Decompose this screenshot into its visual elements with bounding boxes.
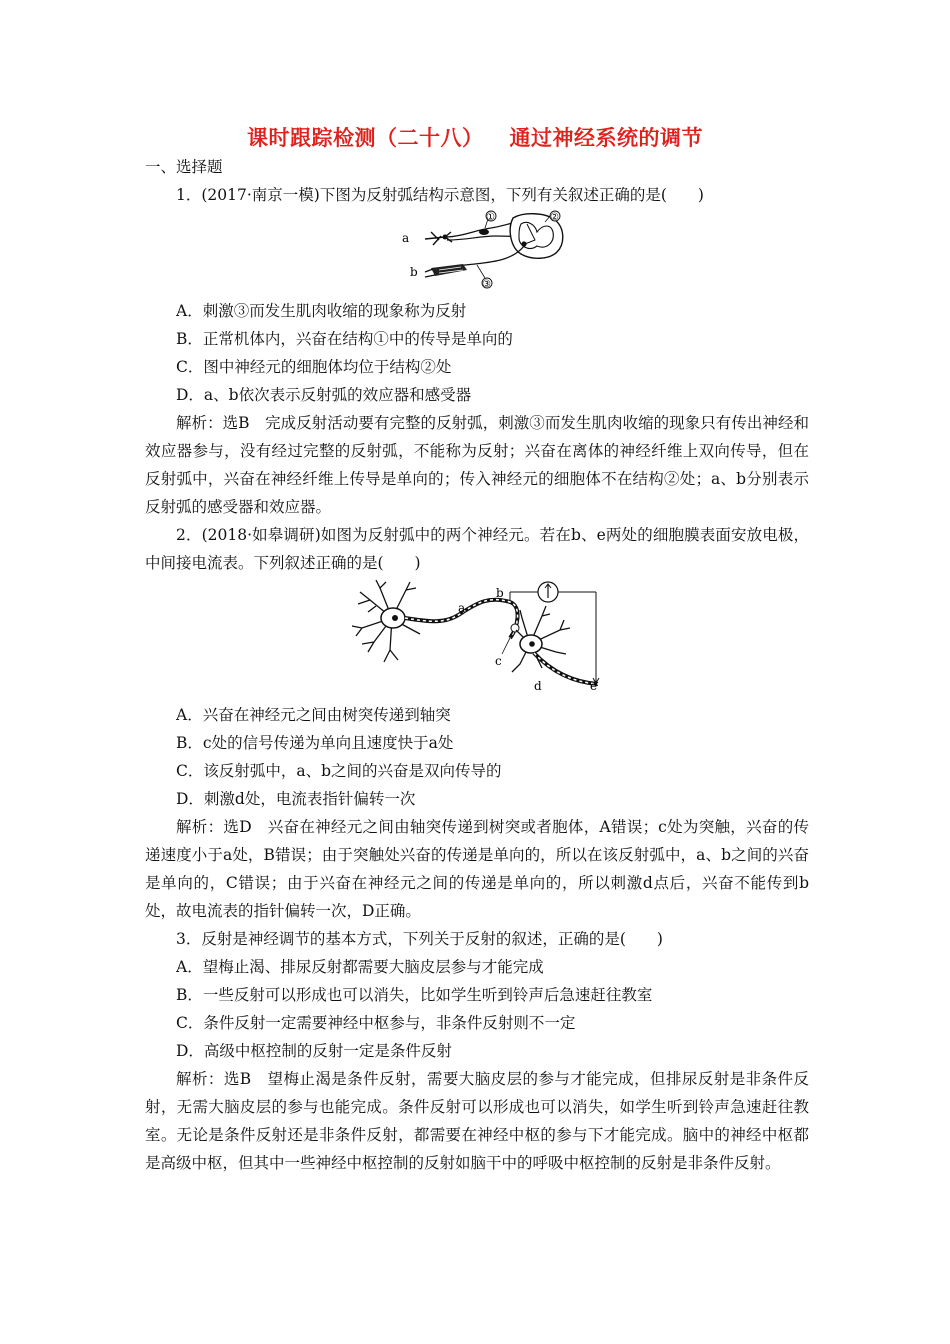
page-title xyxy=(0,122,950,152)
q3-option-b: B．一些反射可以形成也可以消失，比如学生听到铃声后急速赶往教室 xyxy=(176,986,653,1004)
reflex-arc-figure xyxy=(395,210,565,292)
q1-option-c: C．图中神经元的细胞体均位于结构②处 xyxy=(176,358,452,376)
q2-explanation: 解析：选D 兴奋在神经元之间由轴突传递到树突或者胞体，A错误；c处为突触，兴奋的传递速度小于a处，B错误；由于突触处兴奋的传递是单向的，所以在该反射弧中，a、b之间的兴奋是单向的，C错误；由于兴奋在神经元之间的传递是单向的，所以刺激d点后，兴奋不能传到b处，故电流表的指针偏转一次，D正确。 xyxy=(145,818,809,920)
q1-stem: 1．(2017·南京一模)下图为反射弧结构示意图，下列有关叙述正确的是( ) xyxy=(176,186,704,204)
fig2-label-b: b xyxy=(496,586,504,600)
section-heading: 一、选择题 xyxy=(145,158,223,176)
fig1-label-a: a xyxy=(402,231,410,245)
fig1-label-3: ③ xyxy=(482,279,491,290)
q2-stem: 2．(2018·如皋调研)如图为反射弧中的两个神经元。若在b、e两处的细胞膜表面安放电极，中间接电流表。下列叙述正确的是( ) xyxy=(145,526,809,572)
q1-option-a: A．刺激③而发生肌肉收缩的现象称为反射 xyxy=(176,302,467,320)
fig2-label-d: d xyxy=(534,679,542,693)
q1-option-b: B．正常机体内，兴奋在结构①中的传导是单向的 xyxy=(176,330,513,348)
fig1-label-1: ① xyxy=(486,212,495,223)
q3-option-d: D．高级中枢控制的反射一定是条件反射 xyxy=(176,1042,452,1060)
q3-explanation: 解析：选B 望梅止渴是条件反射，需要大脑皮层的参与才能完成，但排尿反射是非条件反射，无需大脑皮层的参与也能完成。条件反射可以形成也可以消失，如学生听到铃声急速赶往教室。无论是条件反射还是非条件反射，都需要在神经中枢的参与下才能完成。脑中的神经中枢都是高级中枢，但其中一些神经中枢控制的反射如脑干中的呼吸中枢控制的反射是非条件反射。 xyxy=(145,1070,809,1172)
fig1-label-2: ② xyxy=(550,212,559,223)
neuron-figure xyxy=(350,578,610,696)
fig2-label-a: a xyxy=(458,601,466,615)
q3-option-a: A．望梅止渴、排尿反射都需要大脑皮层参与才能完成 xyxy=(176,958,544,976)
q1-explanation: 解析：选B 完成反射活动要有完整的反射弧，刺激③而发生肌肉收缩的现象只有传出神经和效应器参与，没有经过完整的反射弧，不能称为反射；兴奋在离体的神经纤维上双向传导，但在反射弧中，兴奋在神经纤维上传导是单向的；传入神经元的细胞体不在结构②处；a、b分别表示反射弧的感受器和效应器。 xyxy=(145,414,809,516)
fig2-label-e: e xyxy=(590,679,598,693)
q3-stem: 3．反射是神经调节的基本方式，下列关于反射的叙述，正确的是( ) xyxy=(176,930,663,948)
title-part-2: 通过神经系统的调节 xyxy=(509,126,703,150)
title-part-1: 课时跟踪检测（二十八） xyxy=(247,126,484,150)
q3-option-c: C．条件反射一定需要神经中枢参与，非条件反射则不一定 xyxy=(176,1014,576,1032)
q2-option-a: A．兴奋在神经元之间由树突传递到轴突 xyxy=(176,706,451,724)
q2-option-c: C．该反射弧中，a、b之间的兴奋是双向传导的 xyxy=(176,762,502,780)
fig1-label-b: b xyxy=(410,265,418,279)
q2-option-d: D．刺激d处，电流表指针偏转一次 xyxy=(176,790,416,808)
fig2-label-c: c xyxy=(495,654,502,668)
q2-option-b: B．c处的信号传递为单向且速度快于a处 xyxy=(176,734,454,752)
q1-option-d: D．a、b依次表示反射弧的效应器和感受器 xyxy=(176,386,472,404)
